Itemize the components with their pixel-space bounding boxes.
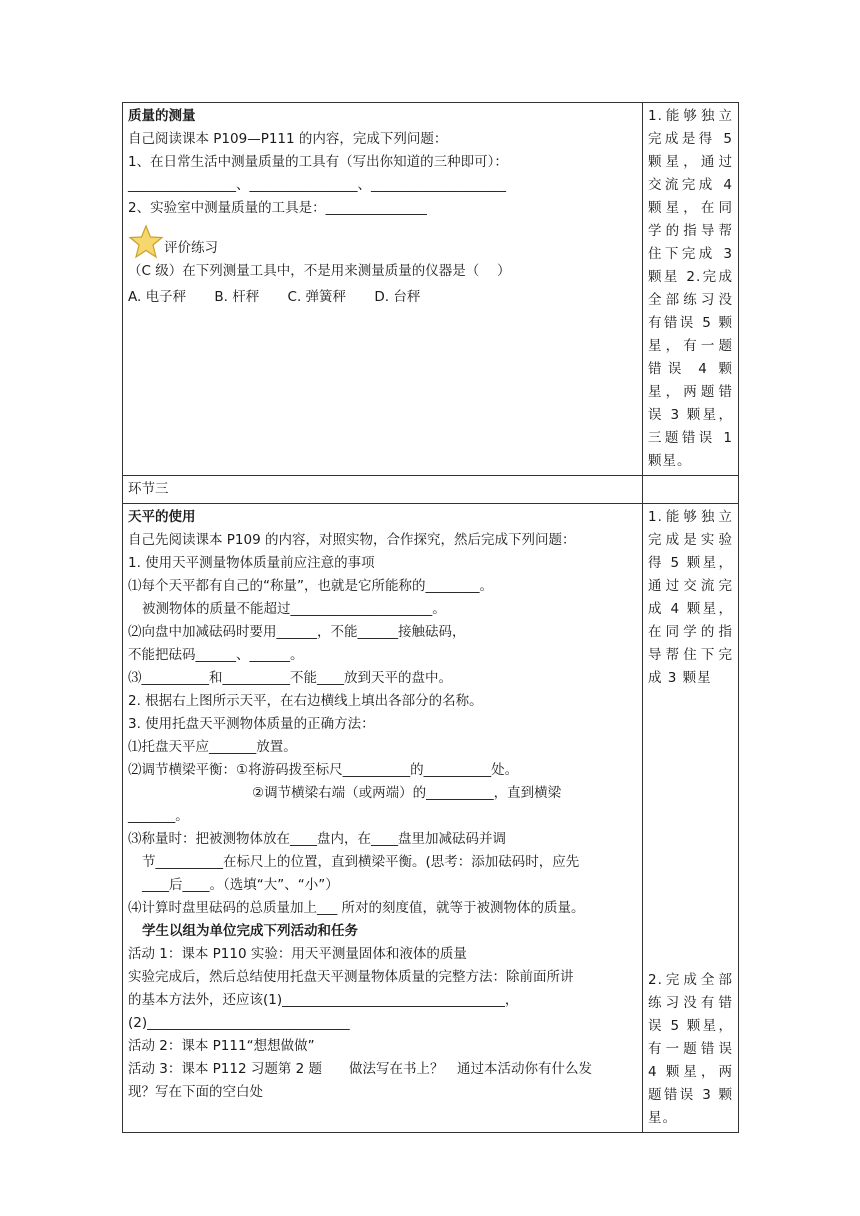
balance-line-15[interactable]: ____后____。（选填“大”、“小”）	[142, 877, 339, 893]
question-2-blank[interactable]: _______________	[325, 200, 427, 216]
question-1-blanks[interactable]: ________________、________________、____________________	[128, 177, 506, 193]
scoring-criteria-1: 1.能够独立完成是得 5 颗星，通过交流完成 4 颗星，在同学的指导帮住下完成 3 颗星 2.完成全部练习没有错误 5 颗星，有一题错误 4 颗星，两题错误 3 颗星，三题错误 1 颗星。	[643, 103, 739, 476]
balance-line-3[interactable]: 被测物体的质量不能超过_____________________。	[142, 601, 446, 617]
answer-options	[128, 286, 637, 309]
activity-1-summary: 实验完成后，然后总结使用托盘天平测量物体质量的完整方法：除前面所讲	[128, 969, 574, 985]
intro-text: 自己阅读课本 P109—P111 的内容，完成下列问题：	[128, 131, 448, 147]
activity-2: 活动 2：课本 P111“想想做做”	[128, 1038, 315, 1054]
section-label-empty	[643, 476, 739, 504]
star-icon	[128, 224, 164, 260]
blank-writing-space[interactable]	[128, 1104, 637, 1130]
balance-intro: 自己先阅读课本 P109 的内容，对照实物，合作探究，然后完成下列问题：	[128, 532, 576, 548]
option-a[interactable]: A. 电子秤	[128, 289, 187, 305]
activity-3: 活动 3：课本 P112 习题第 2 题 做法写在书上？ 通过本活动你有什么发	[128, 1061, 593, 1077]
mass-measurement-cell	[123, 103, 643, 476]
balance-line-8: 3. 使用托盘天平测物体质量的正确方法：	[128, 716, 375, 732]
evaluation-question: （C 级）在下列测量工具中，不是用来测量质量的仪器是（ ）	[128, 263, 511, 279]
balance-line-11[interactable]: ②调节横梁右端（或两端）的__________，直到横梁	[252, 785, 562, 801]
question-2	[128, 197, 637, 220]
option-d[interactable]: D. 台秤	[374, 289, 421, 305]
group-activity-heading: 学生以组为单位完成下列活动和任务	[142, 923, 358, 939]
scoring-criteria-2-top: 1.能够独立完成是实验得 5 颗星，通过交流完成 4 颗星，在同学的指导帮住下完成 3 颗星	[648, 509, 733, 686]
balance-line-13[interactable]: ⑶称量时：把被测物体放在____盘内，在____盘里加减砝码并调	[128, 831, 506, 847]
row-section-label	[123, 476, 739, 504]
balance-line-10[interactable]: ⑵调节横梁平衡：①将游码拨至标尺__________的__________处。	[128, 762, 519, 778]
section-title-mass: 质量的测量	[128, 108, 196, 124]
evaluation-header	[128, 220, 637, 260]
activity-1-answer-1[interactable]: 的基本方法外，还应该(1)_________________________________，	[128, 992, 519, 1008]
option-c[interactable]: C. 弹簧秤	[287, 289, 347, 305]
worksheet	[122, 102, 738, 1133]
balance-line-2[interactable]: ⑴每个天平都有自己的“称量”，也就是它所能称的________。	[128, 578, 493, 594]
activity-1-answer-2[interactable]: (2)______________________________	[128, 1015, 350, 1031]
balance-line-14[interactable]: 节__________在标尺上的位置，直到横梁平衡。(思考：添加砝码时，应先	[142, 854, 580, 870]
scoring-criteria-2	[643, 504, 739, 1133]
balance-line-16[interactable]: ⑷计算时盘里砝码的总质量加上___ 所对的刻度值，就等于被测物体的质量。	[128, 900, 585, 916]
activity-3-cont: 现？写在下面的空白处	[128, 1084, 263, 1100]
scoring-criteria-2-bottom: 2.完成全部练习没有错误 5 颗星，有一题错误 4 颗星，两题错误 3 颗星。	[648, 972, 733, 1126]
section-label: 环节三	[123, 476, 643, 504]
row-mass-measurement	[123, 103, 739, 476]
worksheet-table	[122, 102, 739, 1133]
question-2-text: 2、实验室中测量质量的工具是：	[128, 200, 326, 216]
balance-line-12[interactable]: _______。	[128, 808, 189, 824]
balance-line-6[interactable]: ⑶__________和__________不能____放到天平的盘中。	[128, 670, 452, 686]
balance-line-5[interactable]: 不能把砝码______、______。	[128, 647, 304, 663]
section-title-balance: 天平的使用	[128, 509, 196, 525]
row-balance-use	[123, 504, 739, 1133]
option-b[interactable]: B. 杆秤	[214, 289, 260, 305]
balance-line-9[interactable]: ⑴托盘天平应_______放置。	[128, 739, 297, 755]
evaluation-label: 评价练习	[164, 240, 218, 256]
balance-line-1: 1. 使用天平测量物体质量前应注意的事项	[128, 555, 375, 571]
balance-use-cell	[123, 504, 643, 1133]
activity-1: 活动 1：课本 P110 实验：用天平测量固体和液体的质量	[128, 946, 467, 962]
question-1: 1、在日常生活中测量质量的工具有（写出你知道的三种即可）：	[128, 154, 508, 170]
balance-line-4[interactable]: ⑵向盘中加减砝码时要用______，不能______接触砝码，	[128, 624, 466, 640]
balance-line-7: 2. 根据右上图所示天平，在右边横线上填出各部分的名称。	[128, 693, 483, 709]
